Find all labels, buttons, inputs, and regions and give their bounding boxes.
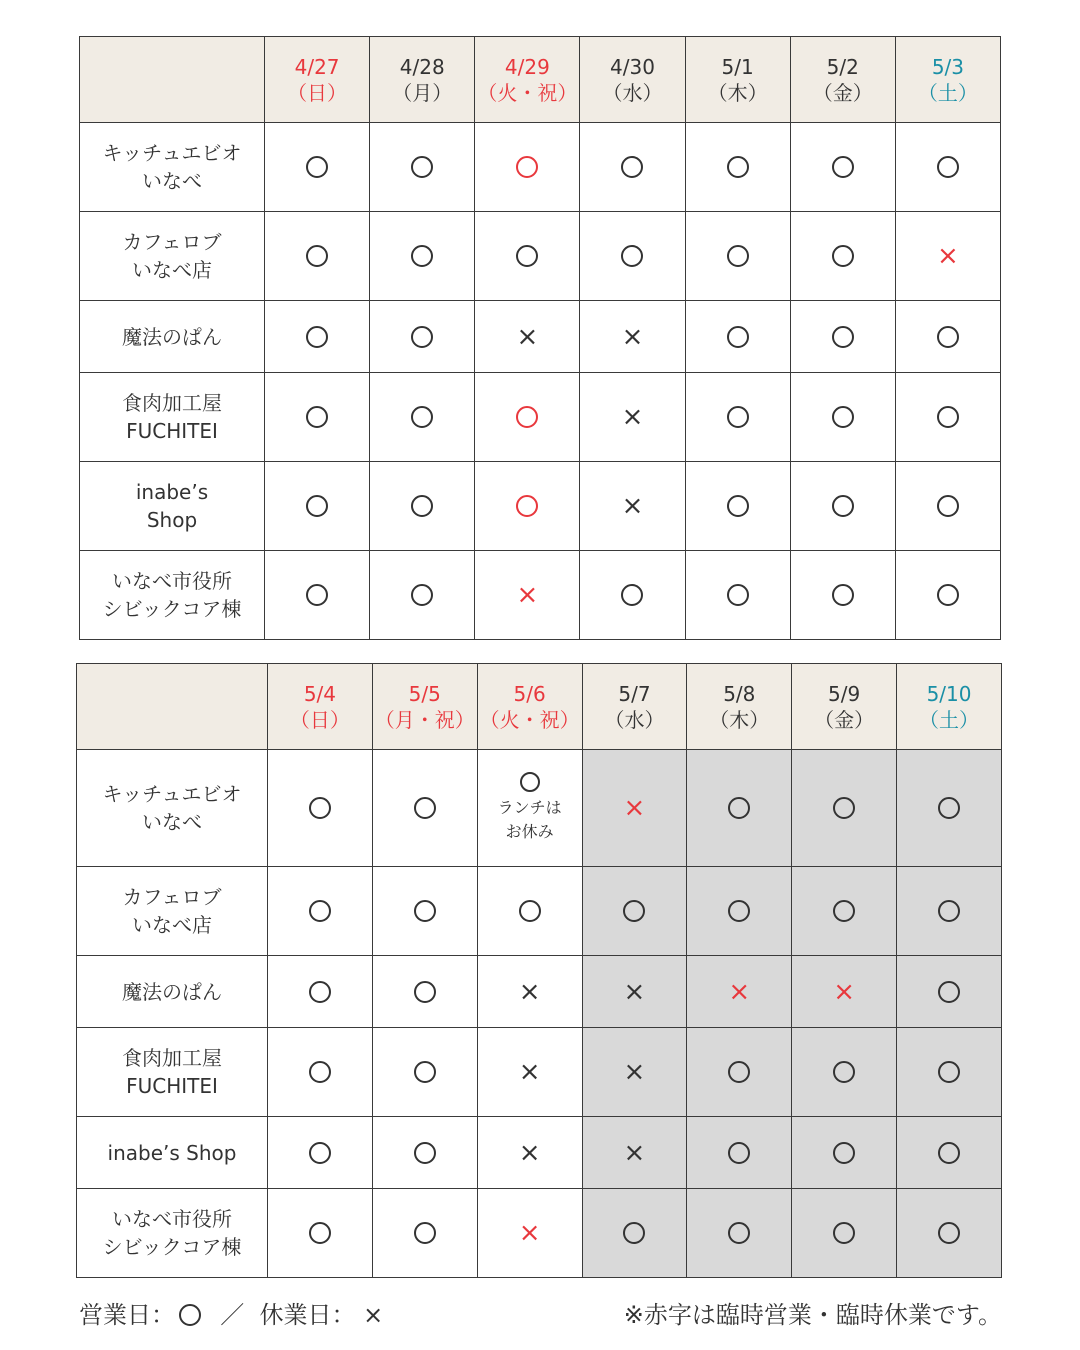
status-cell	[265, 551, 370, 640]
open-circle-icon	[728, 797, 750, 819]
status-cell	[580, 301, 685, 373]
date-header	[477, 664, 582, 750]
open-circle-icon	[306, 495, 328, 517]
open-circle-icon	[728, 900, 750, 922]
corner-cell	[77, 664, 268, 750]
store-name-line1: カフェロブ	[122, 885, 222, 909]
status-cell	[790, 462, 895, 551]
open-circle-icon	[727, 495, 749, 517]
table-row	[77, 750, 1002, 867]
open-circle-icon	[832, 584, 854, 606]
status-cell	[268, 956, 373, 1028]
table-row	[80, 301, 1001, 373]
status-cell	[370, 373, 475, 462]
open-circle-icon	[306, 584, 328, 606]
legend	[79, 1298, 383, 1332]
open-circle-icon	[414, 797, 436, 819]
note-line1: ランチは	[497, 798, 562, 818]
store-name-cell	[80, 462, 265, 551]
weekday-label: （土）	[919, 707, 980, 732]
status-cell	[265, 301, 370, 373]
status-cell	[268, 750, 373, 867]
status-cell	[370, 212, 475, 301]
status-cell	[580, 373, 685, 462]
store-name-cell	[80, 301, 265, 373]
date-header	[475, 37, 580, 123]
open-circle-icon	[309, 797, 331, 819]
date-header	[895, 37, 1000, 123]
open-circle-icon	[621, 245, 643, 267]
date-header	[687, 664, 792, 750]
open-circle-icon	[520, 772, 540, 792]
open-circle-icon	[937, 326, 959, 348]
store-name-cell	[77, 1189, 268, 1278]
status-cell	[895, 123, 1000, 212]
weekday-label: （日）	[287, 80, 348, 105]
status-cell	[370, 123, 475, 212]
status-cell	[580, 212, 685, 301]
status-cell	[687, 750, 792, 867]
status-cell	[897, 750, 1002, 867]
open-circle-icon	[727, 406, 749, 428]
note-line2: お休み	[505, 822, 554, 842]
date-label: 5/5	[408, 681, 441, 706]
status-cell	[475, 462, 580, 551]
open-circle-icon	[937, 495, 959, 517]
open-circle-icon	[832, 326, 854, 348]
store-name-line2: いなべ	[142, 169, 202, 193]
legend-closed-label: 休業日：	[259, 1301, 356, 1329]
weekday-label: （火・祝）	[477, 80, 578, 105]
store-name-line2: いなべ	[142, 810, 202, 834]
open-circle-icon	[414, 1222, 436, 1244]
status-cell	[268, 1028, 373, 1117]
weekday-label: （金）	[812, 80, 873, 105]
open-circle-icon	[832, 245, 854, 267]
store-name-line1: キッチュエビオ	[102, 141, 242, 165]
special-closed-cross-icon: ×	[728, 976, 751, 1007]
store-name-line1: キッチュエビオ	[102, 782, 242, 806]
status-cell	[477, 956, 582, 1028]
date-label: 4/30	[610, 54, 655, 79]
closed-cross-icon: ×	[518, 976, 541, 1007]
open-circle-icon	[728, 1142, 750, 1164]
store-name-line2: FUCHITEI	[126, 1074, 218, 1098]
open-circle-icon	[414, 1061, 436, 1083]
open-circle-icon	[309, 1142, 331, 1164]
closed-cross-icon: ×	[621, 321, 644, 352]
open-circle-icon	[833, 1222, 855, 1244]
open-circle-icon	[519, 900, 541, 922]
store-name-line2: FUCHITEI	[126, 419, 218, 443]
open-circle-icon	[937, 156, 959, 178]
date-label: 5/3	[931, 54, 965, 79]
open-circle-icon	[727, 245, 749, 267]
status-cell	[372, 867, 477, 956]
status-cell	[372, 1189, 477, 1278]
open-circle-icon	[411, 326, 433, 348]
status-cell	[897, 956, 1002, 1028]
date-header	[897, 664, 1002, 750]
store-name-cell	[77, 867, 268, 956]
store-name-line1: 食肉加工屋	[122, 391, 222, 415]
date-label: 5/2	[826, 54, 859, 79]
open-circle-icon	[727, 326, 749, 348]
closed-cross-icon: ×	[518, 1057, 541, 1087]
status-cell	[685, 123, 790, 212]
closed-cross-icon: ×	[363, 1301, 384, 1329]
open-circle-icon	[833, 1061, 855, 1083]
open-circle-icon	[833, 797, 855, 819]
open-circle-icon	[938, 797, 960, 819]
status-cell	[582, 1189, 687, 1278]
status-cell	[475, 123, 580, 212]
status-cell	[792, 867, 897, 956]
open-circle-icon	[727, 584, 749, 606]
open-circle-icon	[937, 584, 959, 606]
open-circle-icon	[623, 900, 645, 922]
special-open-circle-icon	[516, 406, 538, 428]
table-row	[80, 123, 1001, 212]
open-circle-icon	[832, 156, 854, 178]
store-name-line2: いなべ店	[132, 258, 212, 282]
status-cell	[477, 750, 582, 867]
schedule-table-1	[79, 36, 1001, 640]
date-header	[580, 37, 685, 123]
status-cell	[475, 551, 580, 640]
special-open-circle-icon	[516, 495, 538, 517]
weekday-label: （木）	[709, 707, 770, 732]
table-row	[80, 551, 1001, 640]
status-cell	[370, 462, 475, 551]
status-cell	[685, 212, 790, 301]
status-cell	[897, 867, 1002, 956]
store-name-cell	[80, 123, 265, 212]
status-cell	[477, 1117, 582, 1189]
status-cell	[582, 1028, 687, 1117]
weekday-label: （木）	[707, 80, 768, 105]
status-cell	[790, 123, 895, 212]
open-circle-icon	[833, 900, 855, 922]
status-cell	[372, 1117, 477, 1189]
status-cell	[792, 1117, 897, 1189]
store-name-line2: Shop	[146, 508, 198, 532]
closed-cross-icon: ×	[516, 321, 539, 352]
date-label: 5/4	[303, 681, 337, 706]
status-cell	[370, 301, 475, 373]
special-closed-cross-icon: ×	[516, 580, 539, 610]
status-cell	[475, 301, 580, 373]
status-cell	[265, 373, 370, 462]
legend-open-label: 営業日：	[79, 1301, 175, 1329]
open-circle-icon	[306, 406, 328, 428]
store-name-line1: 食肉加工屋	[122, 1046, 222, 1070]
open-circle-icon	[309, 900, 331, 922]
lunch-closed-note	[478, 796, 582, 844]
table-row	[77, 956, 1002, 1028]
special-closed-cross-icon: ×	[833, 976, 856, 1007]
weekday-label: （月・祝）	[374, 707, 475, 732]
table-row	[80, 373, 1001, 462]
status-cell	[268, 1189, 373, 1278]
date-label: 5/7	[618, 681, 651, 706]
status-cell	[475, 373, 580, 462]
open-circle-icon	[414, 1142, 436, 1164]
status-cell	[895, 212, 1000, 301]
store-name-cell	[80, 551, 265, 640]
status-cell	[687, 1189, 792, 1278]
status-cell	[685, 373, 790, 462]
open-circle-icon	[306, 245, 328, 267]
date-header	[265, 37, 370, 123]
weekday-label: （金）	[814, 707, 875, 732]
status-cell	[477, 1028, 582, 1117]
open-circle-icon	[938, 981, 960, 1003]
open-circle-icon	[309, 1061, 331, 1083]
date-label: 5/8	[723, 681, 756, 706]
store-name-cell	[77, 1028, 268, 1117]
open-circle-icon	[306, 156, 328, 178]
status-cell	[895, 373, 1000, 462]
table-row	[77, 867, 1002, 956]
date-label: 5/1	[721, 54, 754, 79]
table-row	[77, 1028, 1002, 1117]
date-header	[685, 37, 790, 123]
closed-cross-icon: ×	[621, 491, 644, 521]
status-cell	[265, 123, 370, 212]
store-name-cell	[77, 1117, 268, 1189]
status-cell	[685, 301, 790, 373]
status-cell	[897, 1117, 1002, 1189]
date-header	[268, 664, 373, 750]
store-name-cell	[77, 956, 268, 1028]
open-circle-icon	[938, 900, 960, 922]
store-name-line1: カフェロブ	[122, 230, 222, 254]
weekday-label: （日）	[289, 707, 350, 732]
status-cell	[582, 1117, 687, 1189]
open-circle-icon	[516, 245, 538, 267]
status-cell	[685, 551, 790, 640]
status-cell	[372, 1028, 477, 1117]
date-header	[792, 664, 897, 750]
table-row	[77, 1189, 1002, 1278]
date-header	[582, 664, 687, 750]
date-header	[372, 664, 477, 750]
store-name-line1: 魔法のぱん	[122, 979, 222, 1004]
weekday-label: （水）	[602, 80, 663, 105]
status-cell	[792, 956, 897, 1028]
date-label: 4/27	[294, 54, 340, 79]
status-cell	[790, 212, 895, 301]
special-closed-cross-icon: ×	[623, 793, 646, 823]
store-name-line2: シビックコア棟	[102, 597, 242, 621]
open-circle-icon	[411, 495, 433, 517]
open-circle-icon	[411, 156, 433, 178]
weekday-label: （火・祝）	[479, 707, 580, 732]
status-cell	[897, 1028, 1002, 1117]
date-label: 4/28	[399, 54, 445, 79]
status-cell	[792, 1189, 897, 1278]
status-cell	[582, 956, 687, 1028]
status-cell	[790, 373, 895, 462]
store-name-line1: inabe’s Shop	[107, 1140, 237, 1165]
open-circle-icon	[621, 584, 643, 606]
status-cell	[477, 867, 582, 956]
status-cell	[895, 301, 1000, 373]
store-name-cell	[80, 373, 265, 462]
corner-cell	[80, 37, 265, 123]
table-row	[80, 212, 1001, 301]
closed-cross-icon: ×	[623, 1057, 646, 1087]
open-circle-icon	[179, 1304, 201, 1326]
open-circle-icon	[728, 1222, 750, 1244]
open-circle-icon	[938, 1061, 960, 1083]
status-cell	[685, 462, 790, 551]
open-circle-icon	[414, 981, 436, 1003]
closed-cross-icon: ×	[623, 976, 646, 1007]
date-label: 5/6	[513, 681, 546, 706]
date-header	[790, 37, 895, 123]
store-name-line2: いなべ店	[132, 913, 212, 937]
schedule-table-2	[76, 663, 1002, 1278]
weekday-label: （月）	[392, 80, 453, 105]
status-cell	[475, 212, 580, 301]
weekday-label: （水）	[604, 707, 665, 732]
status-cell	[792, 1028, 897, 1117]
open-circle-icon	[309, 981, 331, 1003]
special-closed-cross-icon: ×	[937, 241, 959, 271]
status-cell	[792, 750, 897, 867]
closed-cross-icon: ×	[518, 1137, 541, 1168]
status-cell	[477, 1189, 582, 1278]
status-cell	[790, 301, 895, 373]
closed-cross-icon: ×	[621, 402, 644, 432]
table-row	[80, 462, 1001, 551]
status-cell	[265, 212, 370, 301]
status-cell	[895, 551, 1000, 640]
store-name-line1: いなべ市役所	[112, 569, 232, 593]
status-cell	[895, 462, 1000, 551]
status-cell	[582, 867, 687, 956]
status-cell	[370, 551, 475, 640]
open-circle-icon	[938, 1142, 960, 1164]
status-cell	[580, 123, 685, 212]
date-label: 4/29	[504, 54, 550, 79]
closed-cross-icon: ×	[623, 1137, 646, 1168]
date-header-row	[77, 664, 1002, 750]
status-cell	[580, 462, 685, 551]
open-circle-icon	[411, 406, 433, 428]
status-cell	[268, 1117, 373, 1189]
open-circle-icon	[728, 1061, 750, 1083]
date-header-row	[80, 37, 1001, 123]
status-cell	[372, 956, 477, 1028]
open-circle-icon	[832, 406, 854, 428]
store-name-cell	[77, 750, 268, 867]
open-circle-icon	[727, 156, 749, 178]
status-cell	[687, 956, 792, 1028]
open-circle-icon	[309, 1222, 331, 1244]
store-name-line1: いなべ市役所	[112, 1207, 232, 1231]
store-name-line1: 魔法のぱん	[122, 324, 222, 349]
open-circle-icon	[411, 584, 433, 606]
legend-separator: ／	[220, 1301, 245, 1329]
store-name-line1: inabe’s	[135, 480, 209, 504]
date-header	[370, 37, 475, 123]
status-cell	[687, 1028, 792, 1117]
open-circle-icon	[306, 326, 328, 348]
open-circle-icon	[414, 900, 436, 922]
status-cell	[372, 750, 477, 867]
status-cell	[582, 750, 687, 867]
open-circle-icon	[621, 156, 643, 178]
status-cell	[790, 551, 895, 640]
special-open-circle-icon	[516, 156, 538, 178]
weekday-label: （土）	[917, 80, 978, 105]
date-label: 5/10	[926, 681, 972, 706]
store-name-line2: シビックコア棟	[102, 1235, 242, 1259]
special-closed-cross-icon: ×	[518, 1218, 541, 1248]
store-name-cell	[80, 212, 265, 301]
status-cell	[265, 462, 370, 551]
legend-note: ※赤字は臨時営業・臨時休業です。	[623, 1301, 1002, 1329]
open-circle-icon	[833, 1142, 855, 1164]
open-circle-icon	[623, 1222, 645, 1244]
status-cell	[897, 1189, 1002, 1278]
open-circle-icon	[938, 1222, 960, 1244]
status-cell	[687, 867, 792, 956]
table-row	[77, 1117, 1002, 1189]
open-circle-icon	[937, 406, 959, 428]
status-cell	[687, 1117, 792, 1189]
open-circle-icon	[832, 495, 854, 517]
open-circle-icon	[411, 245, 433, 267]
date-label: 5/9	[828, 681, 861, 706]
status-cell	[580, 551, 685, 640]
status-cell	[268, 867, 373, 956]
